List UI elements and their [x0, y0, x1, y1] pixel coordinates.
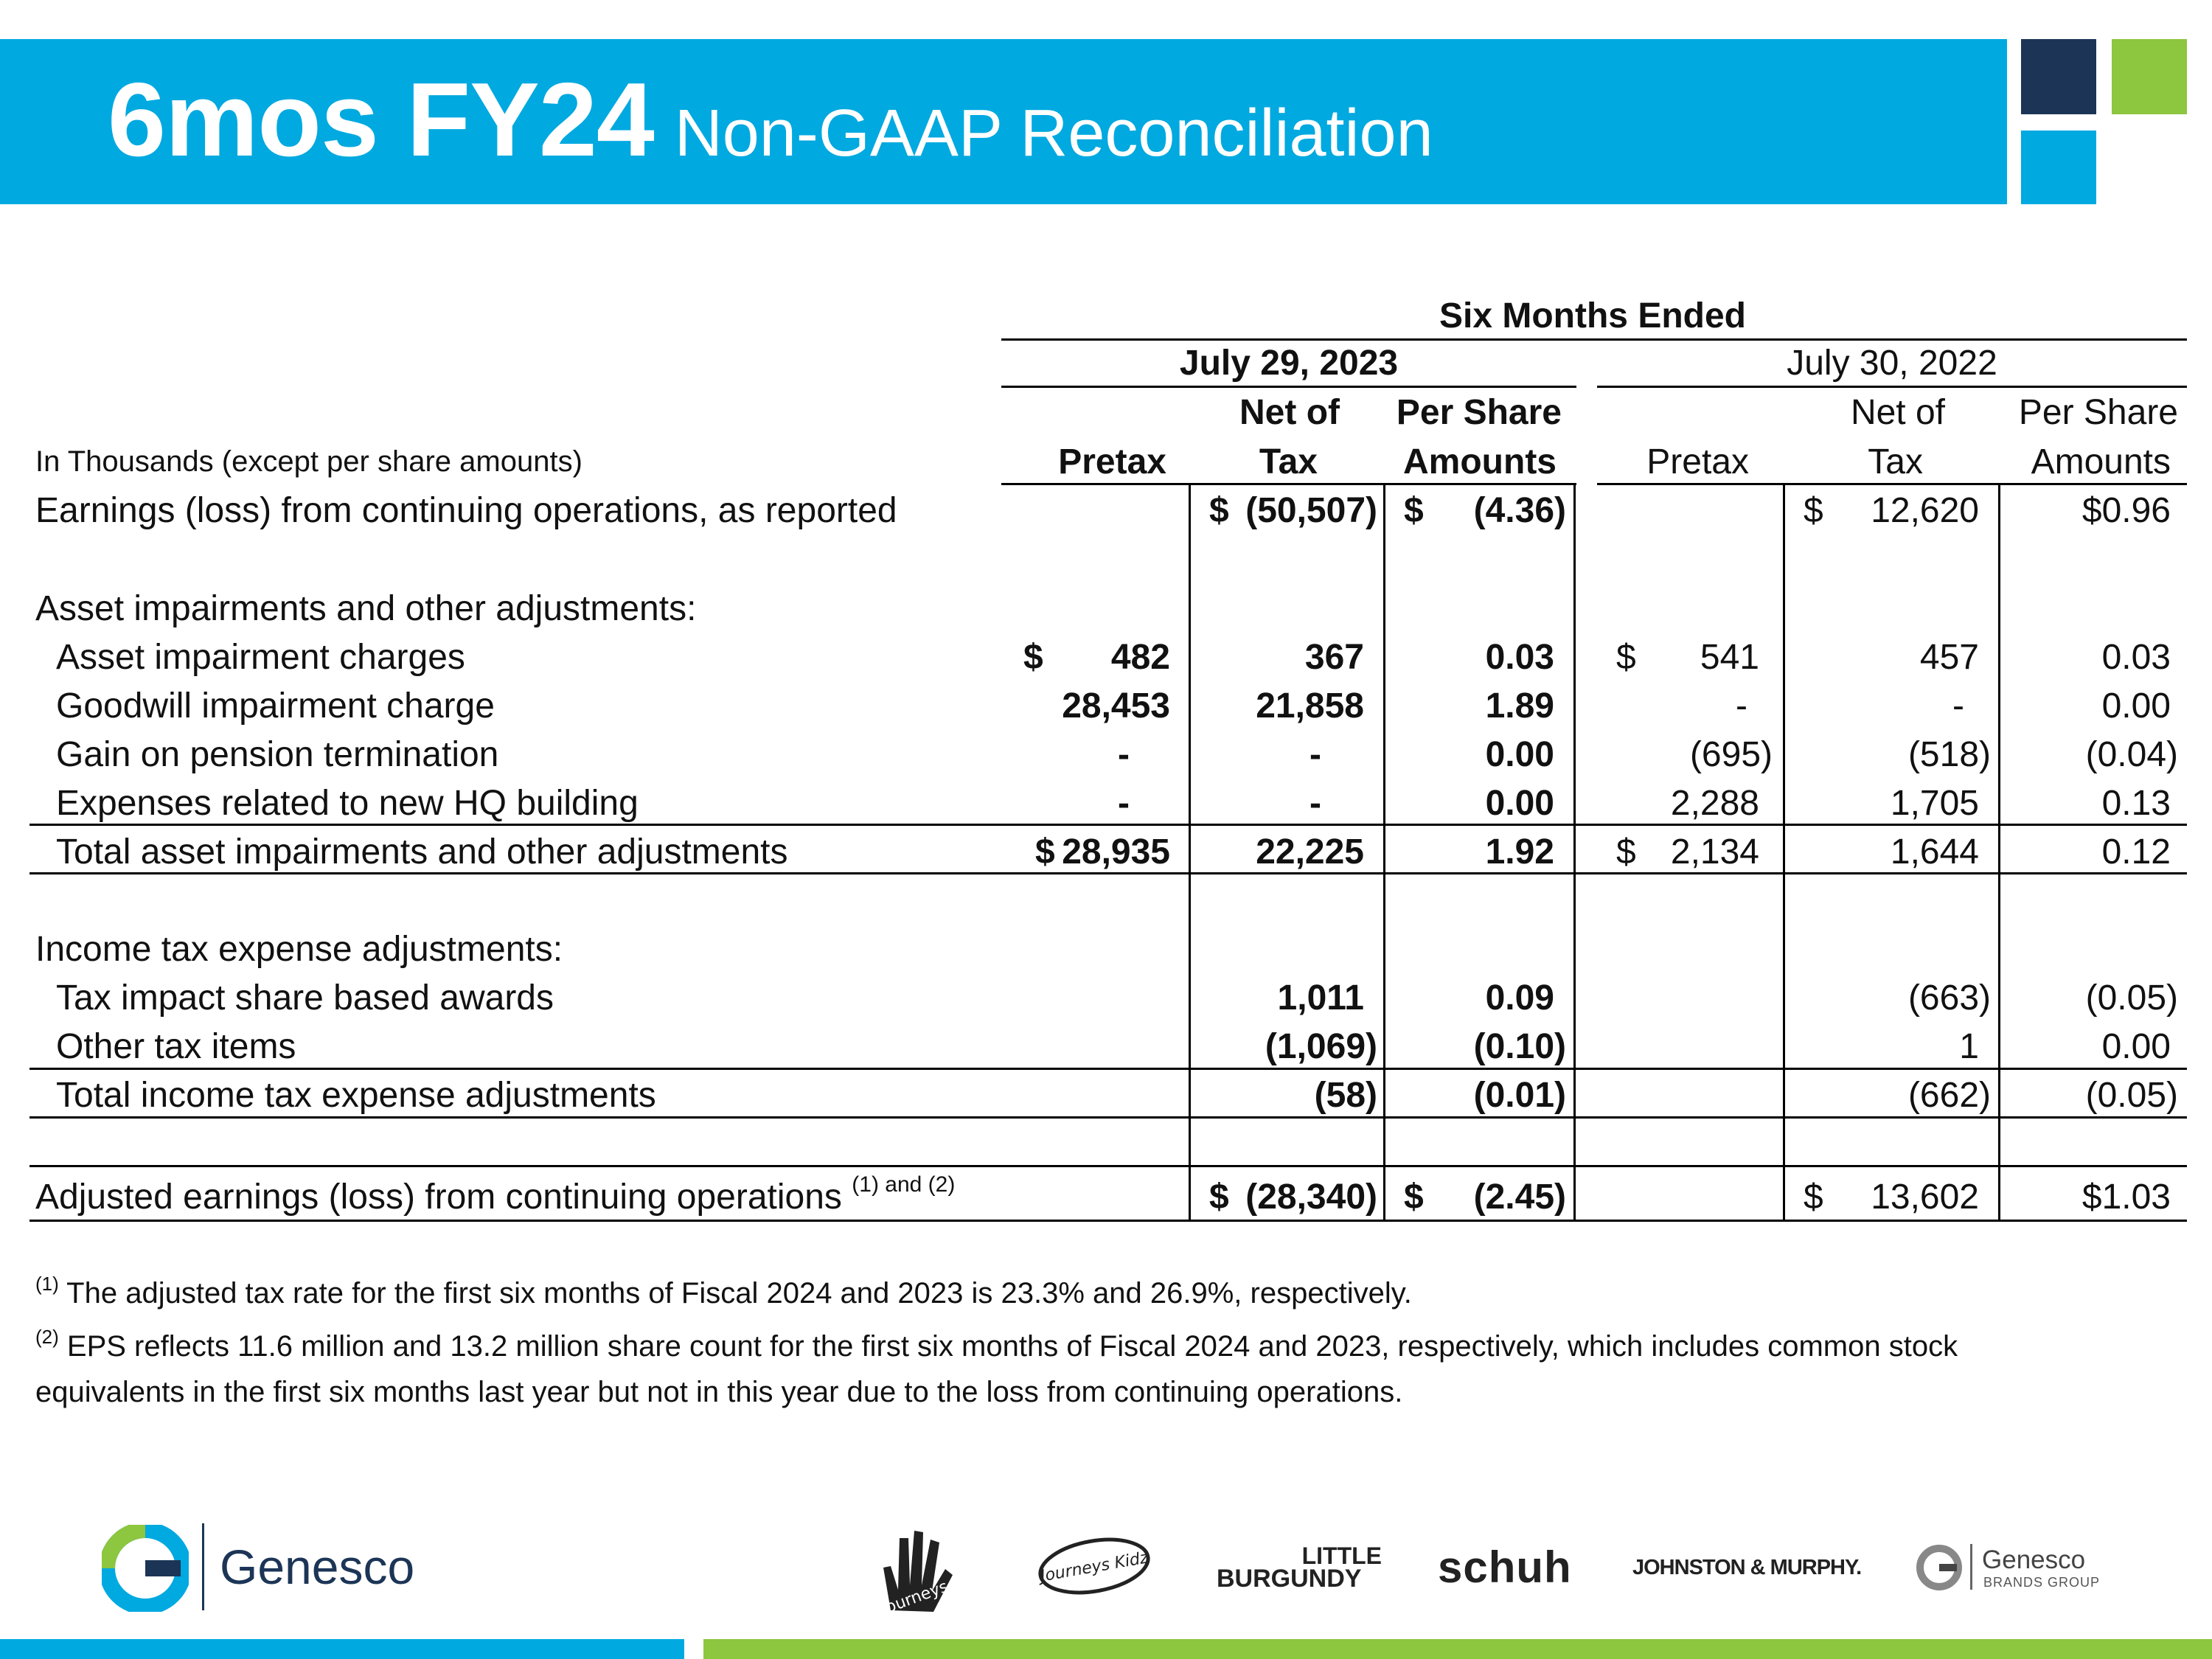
currency-symbol: $ — [1209, 1178, 1229, 1217]
col-ps-bottom-2023: Amounts — [1403, 442, 1557, 481]
blue-square — [2021, 131, 2096, 204]
row-label: Total income tax expense adjustments — [56, 1076, 656, 1115]
period-2023: July 29, 2023 — [1179, 344, 1399, 383]
schuh-logo-text: schuh — [1438, 1543, 1572, 1592]
ps-2022: 0.00 — [2101, 1027, 2171, 1066]
rule-before-total-asset — [29, 824, 2187, 826]
rule-header-2023 — [1001, 483, 1576, 485]
net-2022: (518) — [1907, 735, 1991, 774]
pretax-2023: 28,453 — [1062, 686, 1170, 726]
col-pretax-2022: Pretax — [1646, 442, 1749, 481]
net-2022: 1 — [1959, 1027, 1979, 1066]
currency-symbol: $ — [1035, 832, 1055, 872]
footnote-1 — [35, 1273, 1412, 1310]
little-text: LITTLE — [1301, 1543, 1382, 1569]
footnote-2 — [35, 1326, 1958, 1363]
journeys-kidz-text: Journeys Kidz — [1039, 1548, 1150, 1586]
ps-2023: 0.03 — [1485, 638, 1554, 677]
footer-bar-blue — [0, 1639, 684, 1659]
col-ps-bottom-2022: Amounts — [2031, 442, 2171, 481]
ps-2023: 0.09 — [1485, 978, 1554, 1018]
ps-2022: (0.04) — [2085, 735, 2178, 774]
pretax-2022: 541 — [1700, 638, 1759, 677]
row-label: Asset impairment charges — [56, 638, 465, 677]
footnote-ref: (1) and (2) — [852, 1172, 956, 1197]
net-2022: 457 — [1919, 638, 1979, 677]
section-header-asset: Asset impairments and other adjustments: — [35, 589, 697, 628]
net-2022: - — [1952, 686, 1964, 726]
ps-2022: (0.05) — [2085, 1076, 2178, 1115]
row-label: Goodwill impairment charge — [56, 686, 495, 726]
rule-before-adjusted — [29, 1165, 2187, 1167]
vline-c — [1573, 484, 1576, 1222]
net-2023: (58) — [1314, 1076, 1377, 1115]
row-label: Earnings (loss) from continuing operations, as reported — [35, 491, 897, 530]
vline-a — [1189, 484, 1191, 1222]
pretax-2022: 2,134 — [1670, 832, 1759, 872]
footnote-mark: (2) — [35, 1326, 59, 1348]
col-net-bottom-2022: Tax — [1868, 442, 1923, 481]
vline-b — [1383, 484, 1385, 1222]
net-2022: 13,602 — [1871, 1178, 1979, 1217]
genesco-logo-text: Genesco — [220, 1540, 415, 1594]
pretax-2022: 2,288 — [1670, 784, 1759, 823]
rule-after-total-tax — [29, 1116, 2187, 1119]
net-2023: 22,225 — [1256, 832, 1364, 872]
group-header: Six Months Ended — [1439, 296, 1746, 335]
currency-symbol: $ — [1804, 1178, 1823, 1217]
currency-symbol: $ — [1616, 638, 1636, 677]
ps-2022: 0.13 — [2101, 784, 2171, 823]
row-label: Tax impact share based awards — [56, 978, 554, 1018]
currency-symbol: $ — [1023, 638, 1043, 677]
col-net-top-2022: Net of — [1850, 393, 1945, 432]
pretax-2023: 28,935 — [1062, 832, 1170, 872]
vline-e — [1998, 484, 2000, 1222]
footnote-text: EPS reflects 11.6 million and 13.2 million share count for the first six months of Fiscal 2024 and 2023, respectively, which includes common stock — [66, 1330, 1958, 1363]
ps-2022: 0.12 — [2101, 832, 2171, 872]
rule-header-2022 — [1597, 483, 2187, 485]
col-ps-top-2023: Per Share — [1396, 393, 1562, 432]
row-label: Gain on pension termination — [56, 735, 499, 774]
rule-period-2022 — [1597, 386, 2187, 388]
ps-2022: $1.03 — [2081, 1178, 2171, 1217]
pretax-2022: - — [1736, 686, 1747, 726]
journeys-kidz-icon — [1037, 1535, 1152, 1597]
ps-2023: (0.10) — [1473, 1027, 1566, 1066]
footnote-text: The adjusted tax rate for the first six months of Fiscal 2024 and 2023 is 23.3% and 26.9%, respectively. — [66, 1277, 1412, 1310]
ps-2023: (4.36) — [1473, 491, 1566, 530]
ps-2023: 1.89 — [1485, 686, 1554, 726]
journeys-hand-icon — [869, 1523, 960, 1619]
ps-2023: 1.92 — [1485, 832, 1554, 872]
net-2023: 21,858 — [1256, 686, 1364, 726]
title-bold: 6mos FY24 — [108, 61, 654, 178]
col-pretax-2023: Pretax — [1058, 442, 1166, 481]
net-2022: 12,620 — [1871, 491, 1979, 530]
row-label: Other tax items — [56, 1027, 296, 1066]
net-2022: (662) — [1907, 1076, 1991, 1115]
col-net-top-2023: Net of — [1239, 393, 1340, 432]
net-2022: 1,705 — [1890, 784, 1979, 823]
currency-symbol: $ — [1804, 491, 1823, 530]
currency-symbol: $ — [1209, 491, 1229, 530]
col-ps-top-2022: Per Share — [2018, 393, 2178, 432]
ps-2022: $0.96 — [2081, 491, 2171, 530]
pretax-2023: 482 — [1110, 638, 1170, 677]
genesco-g-icon — [102, 1525, 189, 1612]
ps-2023: 0.00 — [1485, 784, 1554, 823]
genesco-brands-g-icon — [1916, 1544, 1963, 1591]
ps-2023: 0.00 — [1485, 735, 1554, 774]
currency-symbol: $ — [1404, 491, 1424, 530]
net-2023: - — [1310, 784, 1321, 823]
title-rest: Non-GAAP Reconciliation — [674, 97, 1433, 170]
pretax-2023: - — [1118, 784, 1130, 823]
currency-symbol: $ — [1616, 832, 1636, 872]
section-header-tax: Income tax expense adjustments: — [35, 930, 563, 969]
gbg-logo-bottom: BRANDS GROUP — [1983, 1575, 2101, 1590]
net-2023: (1,069) — [1265, 1027, 1377, 1066]
johnston-murphy-logo-text: JOHNSTON & MURPHY. — [1632, 1556, 1862, 1579]
gbg-divider — [1970, 1544, 1972, 1590]
green-square — [2112, 39, 2187, 114]
net-2023: 367 — [1304, 638, 1364, 677]
ps-2023: (0.01) — [1473, 1076, 1566, 1115]
footnote-mark: (1) — [35, 1273, 59, 1295]
genesco-divider — [202, 1523, 204, 1610]
rule-bottom — [29, 1220, 2187, 1222]
row-label — [35, 1172, 956, 1217]
units-label: In Thousands (except per share amounts) — [35, 445, 582, 478]
adjusted-label: Adjusted earnings (loss) from continuing operations — [35, 1178, 842, 1217]
col-net-bottom-2023: Tax — [1259, 442, 1318, 481]
gbg-logo-top: Genesco — [1982, 1545, 2086, 1574]
net-2023: 1,011 — [1277, 978, 1364, 1018]
footer-bar-green — [703, 1639, 2212, 1659]
burgundy-text: BURGUNDY — [1217, 1565, 1362, 1593]
ps-2022: 0.03 — [2101, 638, 2171, 677]
net-2023: (28,340) — [1245, 1178, 1377, 1217]
journeys-text: Journeys — [878, 1577, 951, 1619]
row-label: Expenses related to new HQ building — [56, 784, 639, 823]
navy-square — [2021, 39, 2096, 114]
pretax-2022: (695) — [1689, 735, 1773, 774]
footnote-2-cont: equivalents in the first six months last year but not in this year due to the loss from continuing operations. — [35, 1376, 1403, 1408]
net-2023: - — [1310, 735, 1321, 774]
net-2022: 1,644 — [1890, 832, 1979, 872]
row-label: Total asset impairments and other adjustments — [56, 832, 788, 872]
ps-2022: 0.00 — [2101, 686, 2171, 726]
currency-symbol: $ — [1404, 1178, 1424, 1217]
ps-2023: (2.45) — [1473, 1178, 1566, 1217]
rule-after-total-asset — [29, 872, 2187, 874]
rule-period-2023 — [1001, 386, 1576, 388]
net-2023: (50,507) — [1245, 491, 1377, 530]
period-2022: July 30, 2022 — [1787, 344, 1997, 383]
net-2022: (663) — [1907, 978, 1991, 1018]
vline-d — [1783, 484, 1785, 1222]
rule-before-total-tax — [29, 1068, 2187, 1070]
page-title — [108, 61, 1433, 178]
pretax-2023: - — [1118, 735, 1130, 774]
rule-group — [1001, 338, 2187, 341]
ps-2022: (0.05) — [2085, 978, 2178, 1018]
